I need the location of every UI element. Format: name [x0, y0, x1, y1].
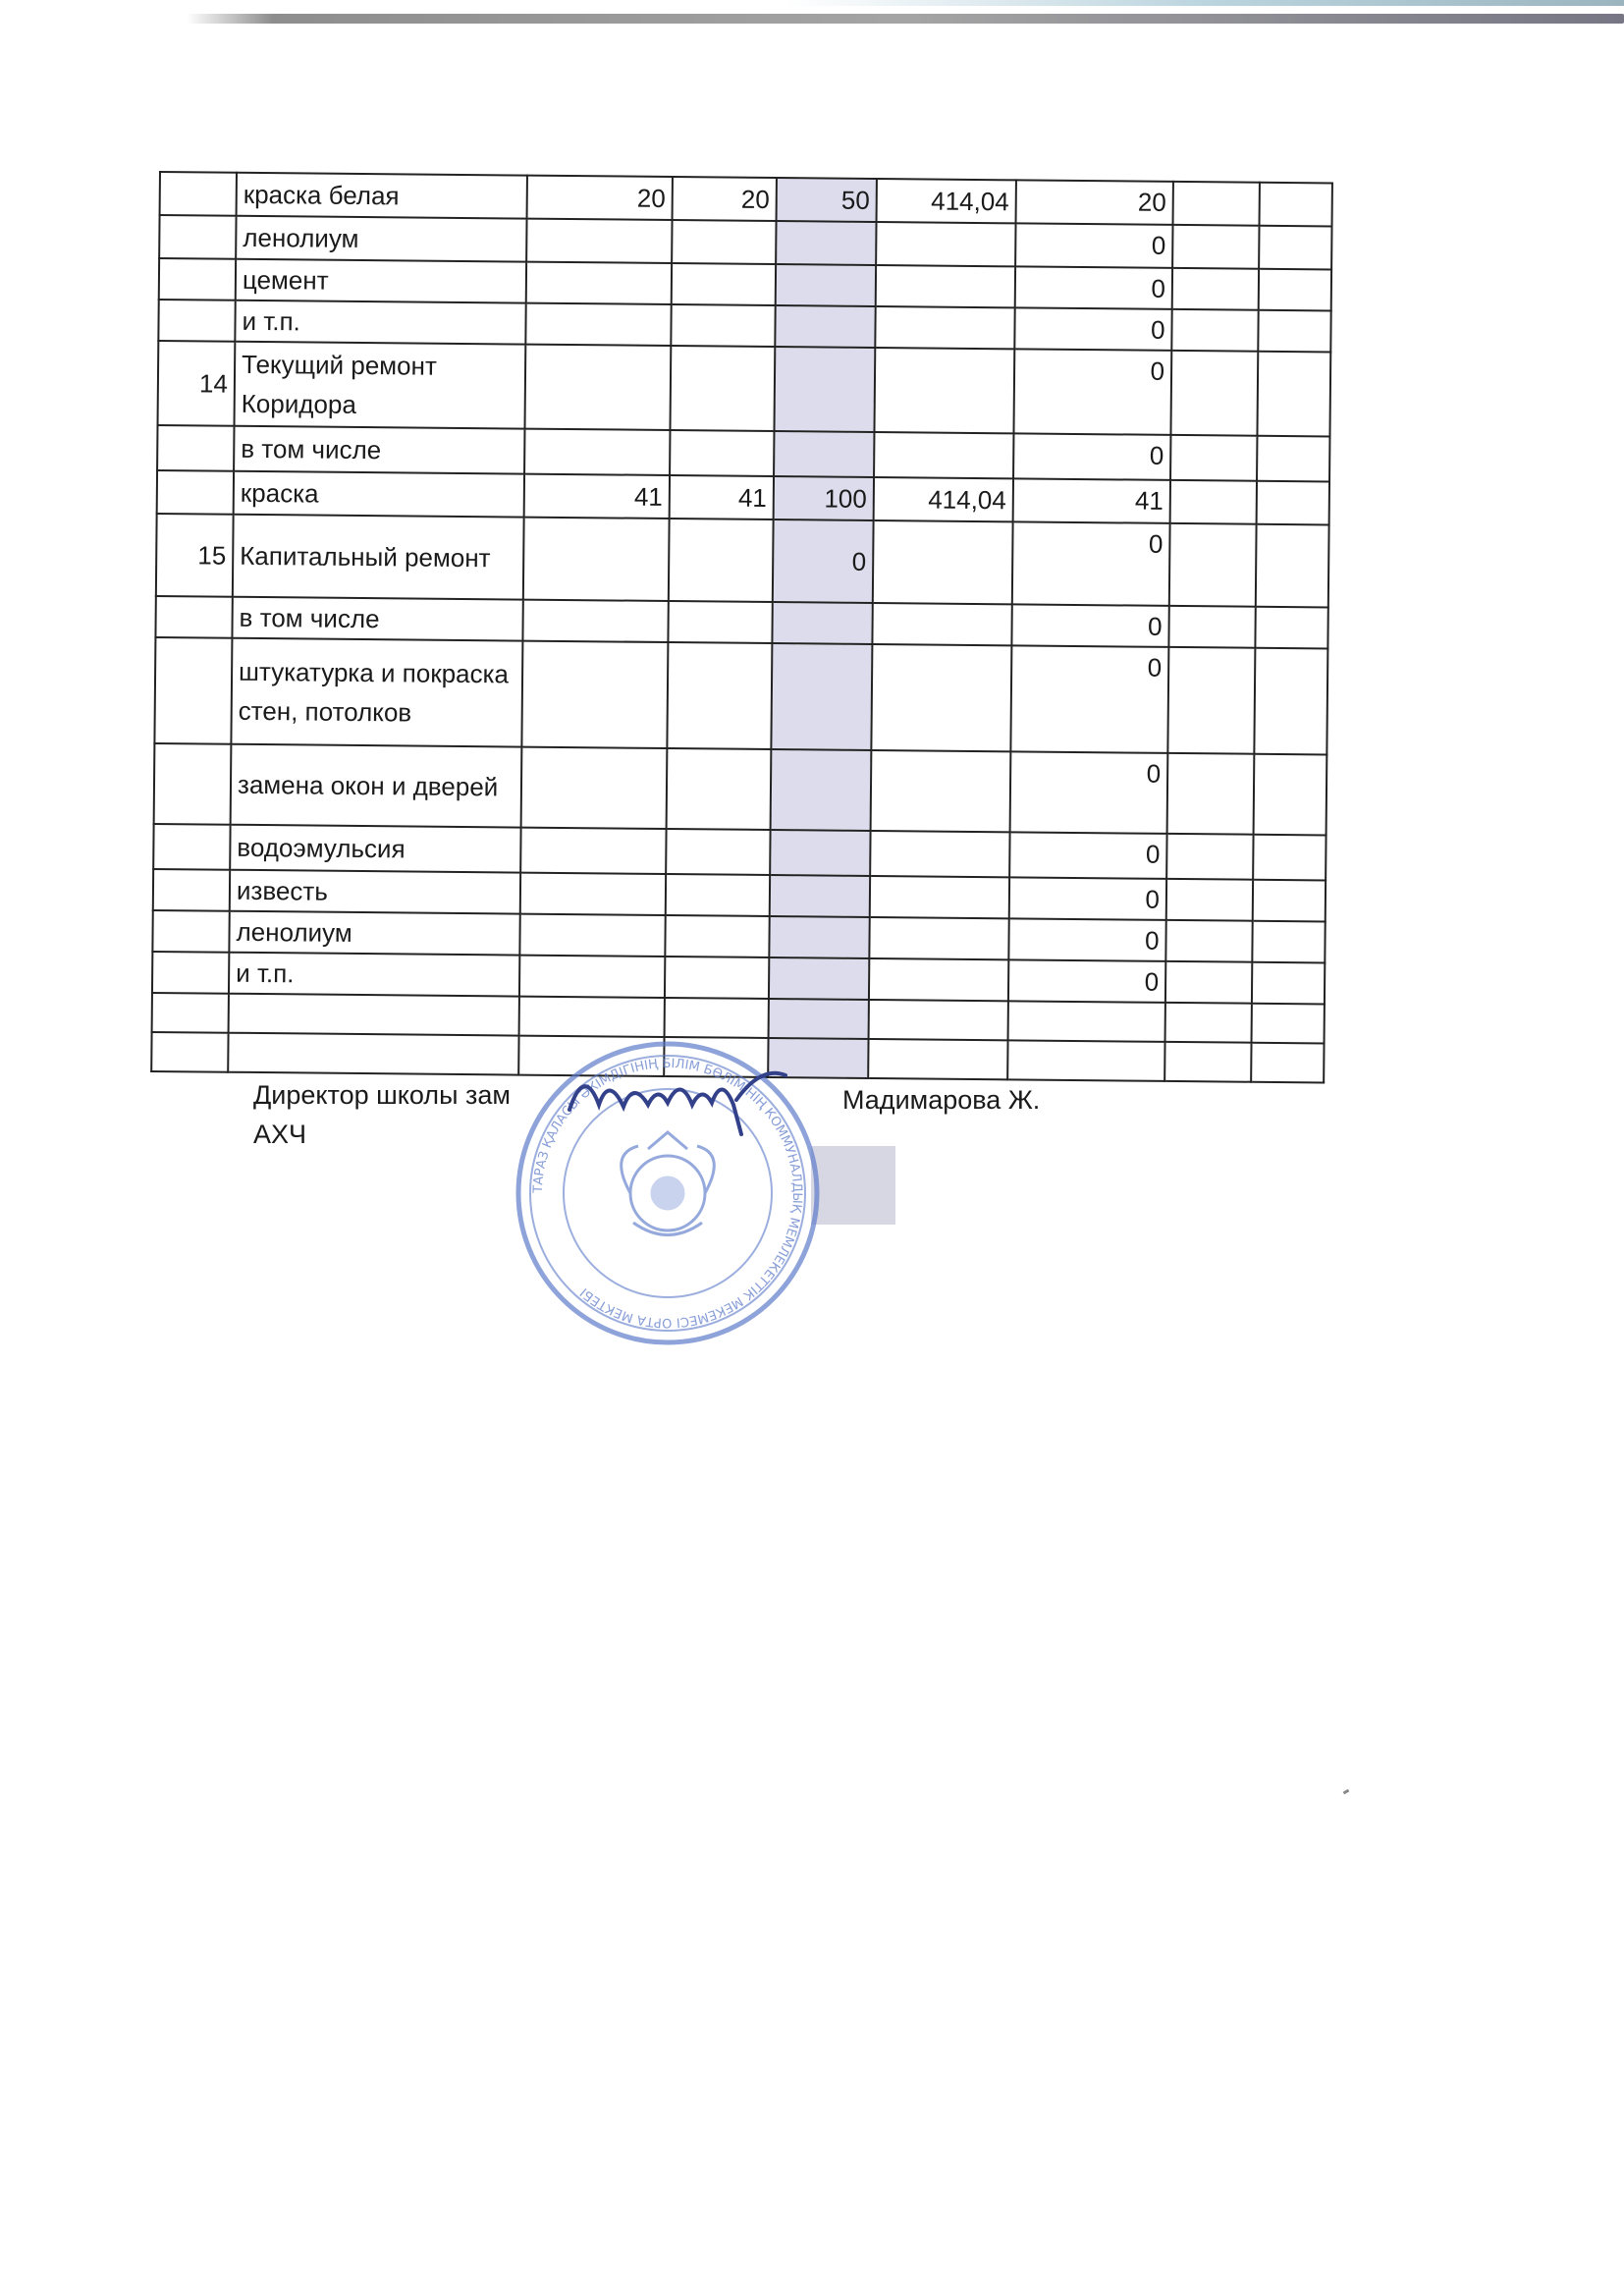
value-cell-c3: 100: [774, 476, 874, 520]
value-cell-c2: [672, 263, 776, 305]
value-cell-c2: [666, 874, 770, 916]
row-number-cell: [151, 1032, 228, 1072]
value-cell-c5: 0: [1008, 959, 1165, 1003]
value-cell-c3: [774, 347, 875, 432]
value-cell-c3: [772, 602, 872, 644]
value-cell-c5: 0: [1009, 832, 1166, 879]
value-cell-c5: 0: [1015, 223, 1172, 268]
value-cell-c2: [669, 519, 774, 602]
table-row: [154, 637, 1327, 754]
value-cell-c5: 0: [1014, 307, 1171, 351]
row-number-cell: [159, 258, 236, 301]
value-cell-c2: [665, 915, 769, 957]
table-row: [158, 341, 1331, 436]
value-cell-c4: [871, 750, 1011, 832]
empty-cell: [1255, 607, 1327, 649]
value-cell-c1: [519, 914, 665, 957]
row-number-cell: [159, 215, 236, 259]
item-name-cell: водоэмульсия: [230, 825, 520, 873]
value-cell-c1: [519, 997, 665, 1037]
value-cell-c4: [876, 265, 1015, 307]
value-cell-c4: [875, 306, 1014, 349]
value-cell-c3: [775, 305, 875, 348]
empty-cell: [1170, 435, 1257, 481]
value-cell-c2: [670, 430, 774, 476]
empty-cell: [1173, 182, 1260, 226]
item-name-cell: краска белая: [237, 173, 527, 219]
empty-cell: [1252, 921, 1325, 963]
empty-cell: [1254, 754, 1327, 836]
empty-cell: [1166, 879, 1253, 921]
row-number-cell: 14: [158, 341, 236, 426]
empty-cell: [1170, 351, 1258, 436]
stamp-ring-text: ТАРАЗ ҚАЛАСЫ ӘКІМДІГІНІҢ БІЛІМ БӨЛІМІНІҢ КОММУНАЛДЫҚ МЕМЛЕКЕТТІК МЕКЕМЕСІ ОРТА МЕКТЕБІ: [530, 1056, 805, 1331]
empty-cell: [1170, 480, 1257, 524]
item-name-cell: известь: [230, 870, 520, 914]
value-cell-c4: 414,04: [877, 179, 1016, 223]
value-cell-c3: [769, 999, 869, 1039]
empty-cell: [1167, 647, 1255, 754]
item-name-cell: и т.п.: [229, 953, 519, 997]
item-name-cell: [229, 994, 519, 1036]
item-name-cell: ленолиум: [236, 216, 526, 262]
scan-speck: [1343, 1789, 1350, 1795]
value-cell-c3: [771, 643, 872, 750]
value-cell-c3: [770, 875, 870, 917]
value-cell-c3: [770, 830, 870, 876]
value-cell-c1: [523, 518, 670, 601]
row-number-cell: [154, 743, 232, 825]
empty-cell: [1165, 1003, 1252, 1043]
position-title-line1: Директор школы зам: [253, 1080, 511, 1110]
value-cell-c4: [871, 644, 1011, 751]
handwritten-signature: [565, 1056, 790, 1144]
value-cell-c5: 0: [1010, 645, 1168, 753]
item-name-cell: краска: [234, 471, 524, 518]
value-cell-c4: [869, 1000, 1008, 1040]
row-number-cell: [152, 952, 229, 994]
value-cell-c2: [672, 220, 776, 264]
value-cell-c5: 0: [1013, 433, 1170, 480]
value-cell-c1: [526, 219, 672, 263]
value-cell-c3: [774, 431, 874, 477]
value-cell-c4: [876, 222, 1015, 266]
value-cell-c4: [869, 917, 1008, 959]
value-cell-c5: 41: [1013, 478, 1170, 523]
value-cell-c4: [874, 348, 1014, 433]
value-cell-c4: [870, 831, 1009, 877]
value-cell-c1: [519, 956, 665, 998]
value-cell-c4: 414,04: [874, 477, 1013, 521]
empty-cell: [1260, 183, 1332, 227]
position-title-line2: АХЧ: [253, 1120, 307, 1149]
empty-cell: [1166, 834, 1253, 880]
value-cell-c2: [666, 829, 770, 875]
value-cell-c3: [769, 957, 869, 1000]
row-number-cell: [153, 824, 230, 870]
value-cell-c1: 41: [524, 474, 670, 519]
value-cell-c3: [776, 221, 876, 265]
value-cell-c3: 50: [777, 178, 877, 222]
item-name-cell: штукатурка и покраска стен, потолков: [231, 638, 522, 747]
item-name-cell: и т.п.: [235, 301, 525, 345]
row-number-cell: [152, 993, 229, 1033]
row-number-cell: [157, 425, 234, 471]
row-number-cell: [158, 300, 235, 342]
value-cell-c1: [521, 641, 668, 748]
value-cell-c2: 20: [673, 177, 777, 221]
item-name-cell: в том числе: [234, 426, 524, 474]
value-cell-c4: [870, 876, 1009, 918]
item-name-cell: Текущий ремонт Коридора: [235, 342, 526, 429]
value-cell-c1: 20: [527, 176, 673, 220]
value-cell-c2: [671, 304, 775, 347]
value-cell-c3: [771, 749, 872, 831]
scan-edge-top-right: [785, 0, 1624, 6]
empty-cell: [1251, 1043, 1324, 1083]
empty-cell: [1168, 606, 1255, 648]
table-row: [154, 743, 1327, 835]
value-cell-c2: [670, 346, 775, 431]
empty-cell: [1172, 268, 1259, 310]
empty-cell: [1254, 648, 1327, 755]
empty-cell: [1259, 226, 1331, 270]
value-cell-c1: [521, 747, 668, 829]
row-number-cell: 15: [156, 514, 234, 597]
value-cell-c5: [1008, 1001, 1165, 1042]
scan-edge-shadow: [187, 14, 1624, 24]
row-number-cell: [154, 637, 232, 744]
row-number-cell: [157, 470, 234, 515]
value-cell-c1: [522, 600, 668, 642]
value-cell-c4: [872, 603, 1011, 645]
empty-cell: [1257, 352, 1330, 437]
value-cell-c2: [668, 601, 772, 643]
row-number-cell: [155, 596, 232, 638]
item-name-cell: цемент: [236, 259, 526, 303]
signer-name: Мадимарова Ж.: [842, 1085, 1041, 1115]
value-cell-c1: [524, 429, 670, 475]
empty-cell: [1253, 880, 1326, 922]
signature-block: [253, 1075, 511, 1154]
value-cell-c4: [873, 520, 1013, 604]
value-cell-c5: 0: [1008, 918, 1165, 961]
value-cell-c1: [524, 345, 671, 430]
value-cell-c1: [520, 873, 666, 915]
value-cell-c2: 41: [670, 475, 774, 519]
empty-cell: [1253, 835, 1326, 881]
value-cell-c2: [667, 748, 772, 830]
item-name-cell: ленолиум: [229, 911, 519, 956]
value-cell-c1: [520, 828, 666, 874]
value-cell-c5: 0: [1012, 521, 1170, 606]
value-cell-c3: 0: [773, 519, 874, 603]
empty-cell: [1167, 753, 1255, 835]
empty-cell: [1169, 523, 1257, 607]
value-cell-c5: 0: [1010, 751, 1168, 834]
empty-cell: [1257, 481, 1329, 525]
empty-cell: [1259, 269, 1331, 311]
value-cell-c5: 0: [1013, 349, 1171, 435]
value-cell-c5: 20: [1016, 180, 1173, 225]
empty-cell: [1165, 961, 1252, 1004]
value-cell-c3: [769, 916, 869, 958]
value-cell-c5: [1007, 1040, 1164, 1081]
item-name-cell: в том числе: [232, 597, 522, 641]
row-number-cell: [152, 910, 229, 953]
row-number-cell: [153, 869, 230, 911]
value-cell-c1: [526, 262, 672, 304]
table-row: [156, 514, 1329, 607]
item-name-cell: Капитальный ремонт: [233, 515, 524, 600]
value-cell-c4: [869, 958, 1008, 1001]
empty-cell: [1258, 310, 1330, 353]
item-name-cell: [228, 1033, 518, 1075]
empty-cell: [1171, 309, 1258, 352]
value-cell-c5: 0: [1009, 877, 1166, 920]
value-cell-c2: [667, 642, 772, 749]
empty-cell: [1257, 436, 1329, 482]
value-cell-c4: [874, 432, 1013, 478]
value-cell-c1: [525, 303, 671, 346]
empty-cell: [1164, 1042, 1251, 1082]
value-cell-c5: 0: [1015, 266, 1172, 309]
value-cell-c4: [868, 1039, 1007, 1079]
item-name-cell: замена окон и дверей: [231, 744, 522, 828]
empty-cell: [1256, 524, 1329, 608]
value-cell-c2: [665, 998, 769, 1038]
value-cell-c2: [665, 957, 769, 999]
emblem-icon: [622, 1132, 715, 1235]
empty-cell: [1172, 225, 1259, 269]
value-cell-c5: 0: [1011, 604, 1168, 647]
empty-cell: [1165, 920, 1252, 962]
empty-cell: [1252, 962, 1325, 1005]
value-cell-c3: [776, 264, 876, 306]
empty-cell: [1252, 1004, 1325, 1044]
expenses-table: [150, 171, 1333, 1083]
row-number-cell: [160, 172, 237, 216]
